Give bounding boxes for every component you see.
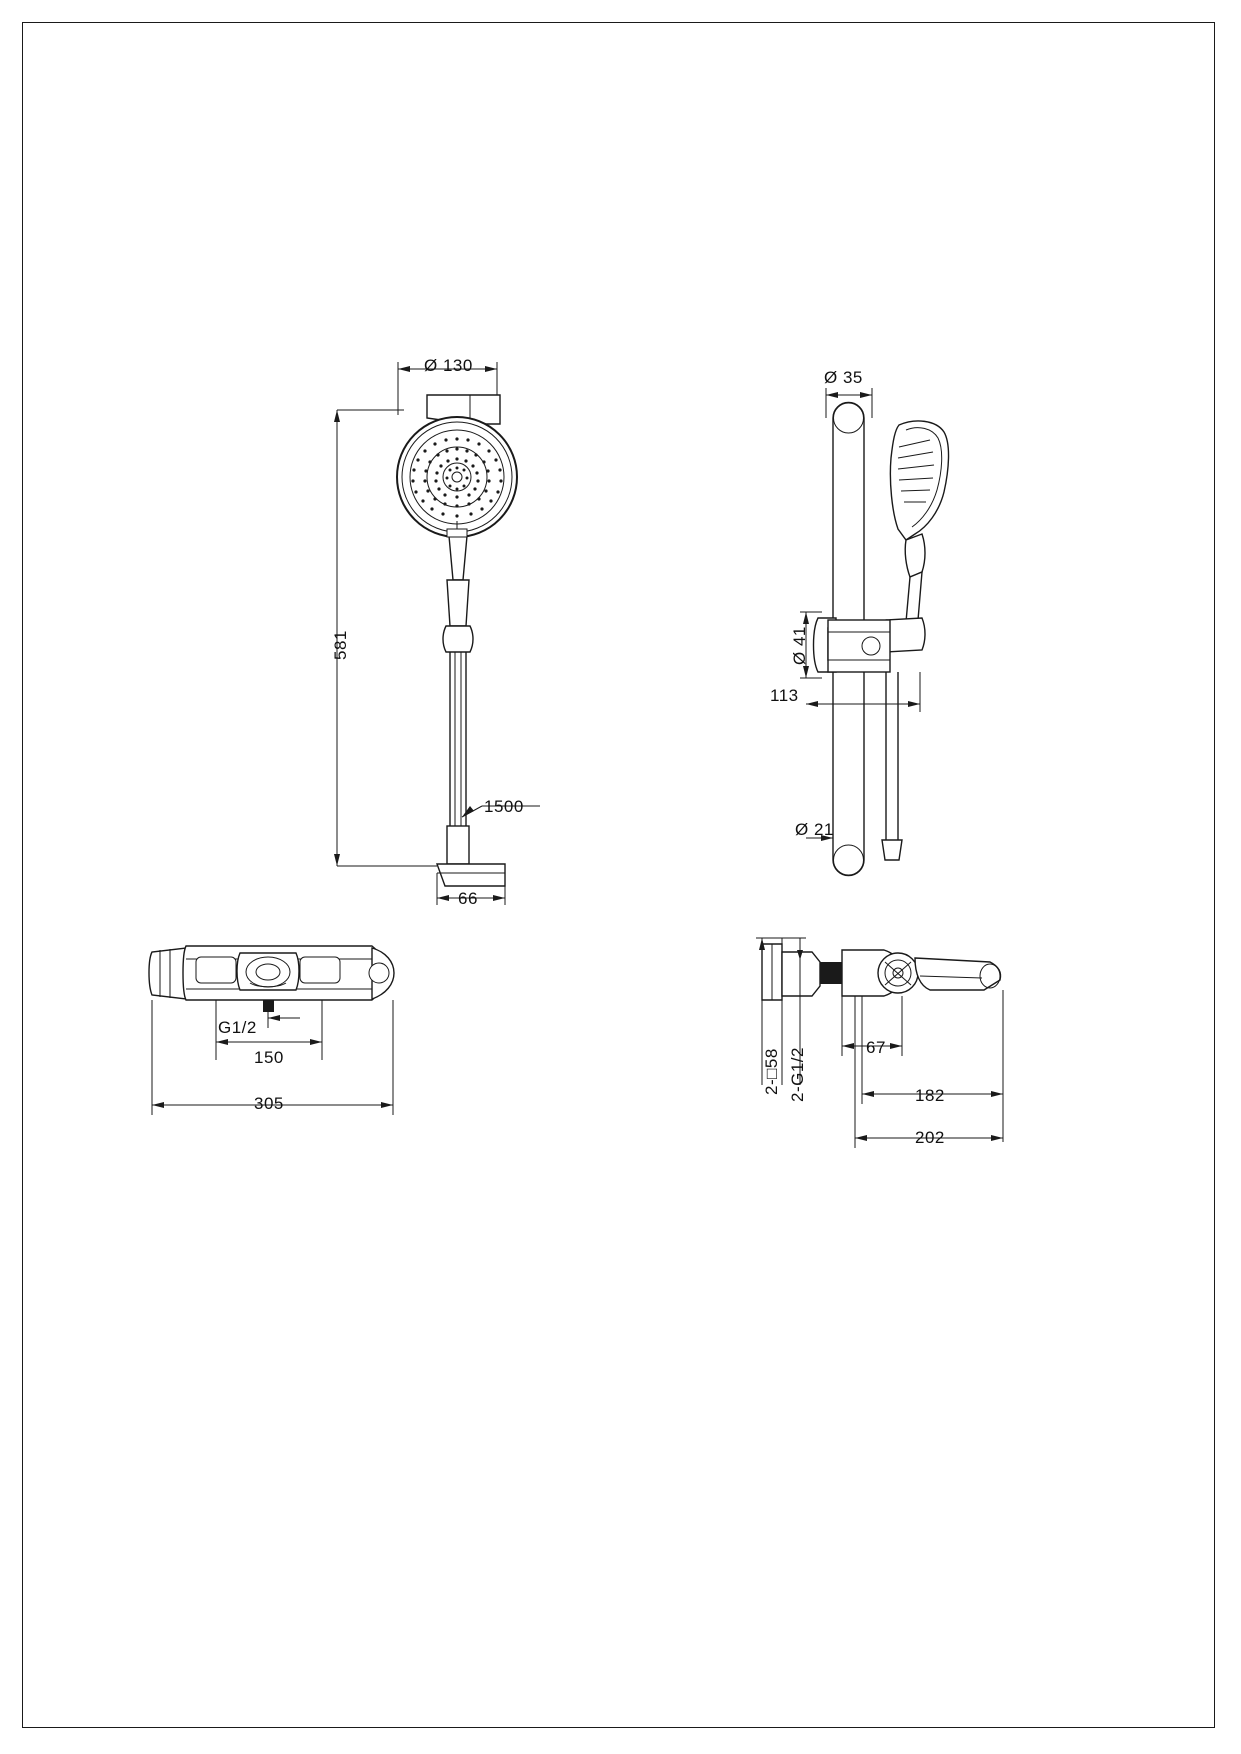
view-handshower-front — [334, 362, 540, 905]
dim-head-thickness: Ø 35 — [824, 368, 863, 387]
dim-spout-projection: 182 — [915, 1086, 945, 1105]
dim-mount-square: 2-□58 — [762, 1048, 781, 1095]
dim-overall-projection: 202 — [915, 1128, 945, 1147]
dim-inlet-thread: G1/2 — [218, 1018, 257, 1037]
view-mixer-front — [149, 946, 394, 1115]
dim-bracket-width: 66 — [458, 889, 478, 908]
dim-rail-diameter: Ø 21 — [795, 820, 834, 839]
dim-holder-offset: 113 — [770, 686, 799, 705]
dim-inlet-centers: 150 — [254, 1048, 284, 1067]
dim-head-diameter: Ø 130 — [424, 356, 473, 375]
dim-hose-length: 1500 — [484, 797, 524, 816]
dim-holder-depth: Ø 41 — [790, 626, 809, 665]
view-slide-rail-side — [800, 388, 949, 875]
dim-overall-width: 305 — [254, 1094, 284, 1113]
dim-total-height: 581 — [331, 630, 350, 660]
dim-body-depth: 67 — [866, 1038, 886, 1057]
dim-inlet-thread-side: 2-G1/2 — [788, 1047, 807, 1102]
